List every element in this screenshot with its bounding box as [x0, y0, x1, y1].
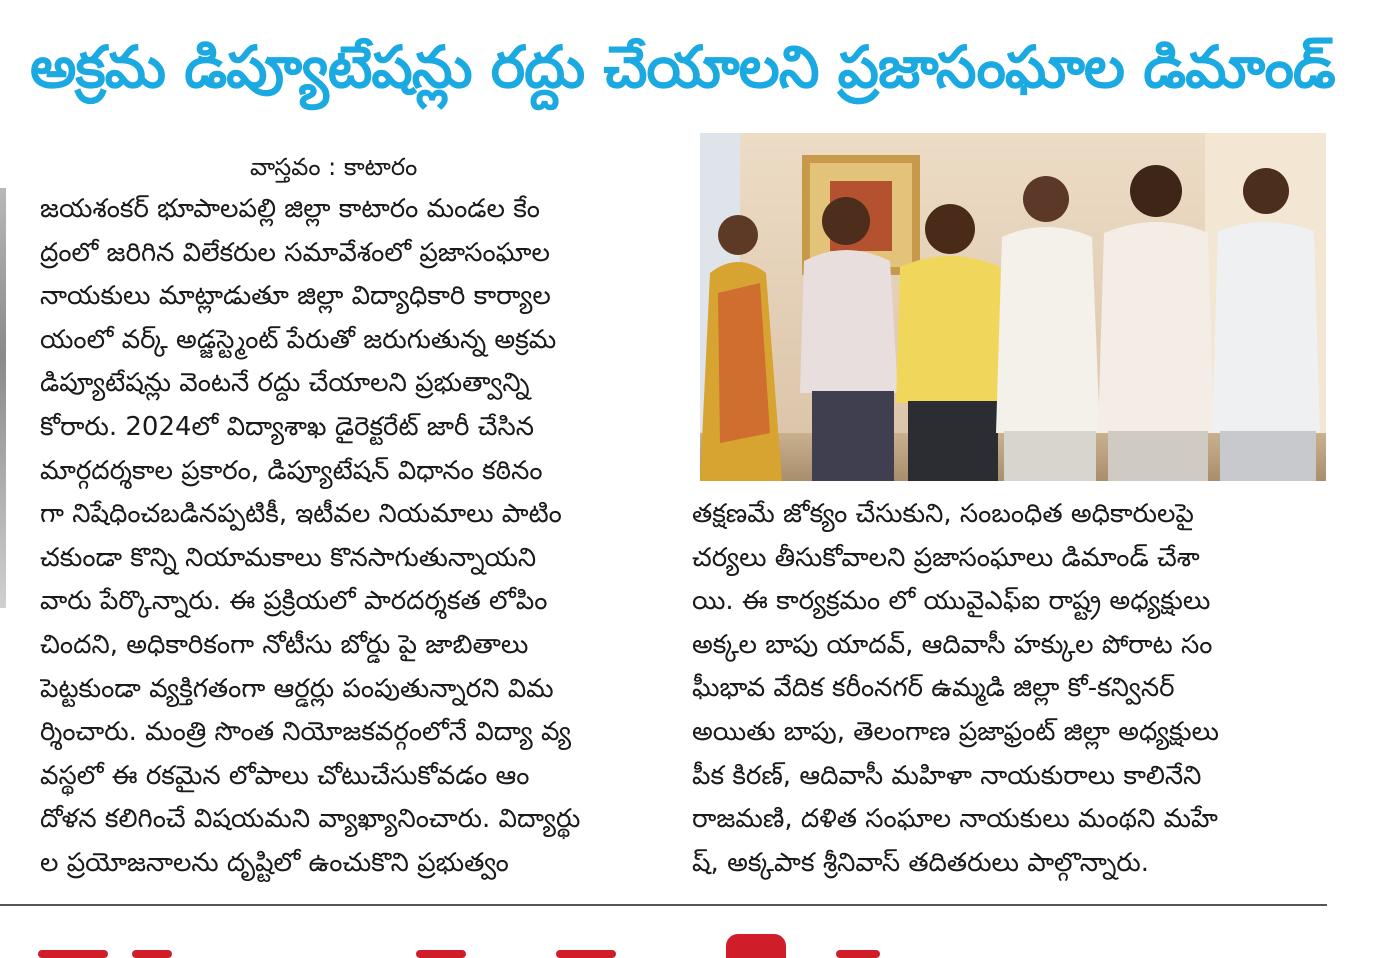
- body-line: దోళన కలిగించే విషయమని వ్యాఖ్యానించారు. విద్యార్థు: [40, 804, 581, 835]
- article-body-left-column: [40, 188, 660, 886]
- headline-fragment-stroke: [416, 950, 466, 958]
- body-line: చకుండా కొన్ని నియామకాలు కొనసాగుతున్నాయని: [40, 542, 537, 573]
- headline: అక్రమ డిప్యూటేషన్లు రద్దు చేయాలని ప్రజాసంఘాల డిమాండ్: [30, 33, 1335, 101]
- body-line: డిప్యూటేషన్లు వెంటనే రద్దు చేయాలని ప్రభుత్వాన్ని: [40, 368, 530, 399]
- body-line: జయశంకర్ భూపాలపల్లి జిల్లా కాటారం మండల కేం: [40, 194, 540, 224]
- body-line: ల ప్రయోజనాలను దృష్టిలో ఉంచుకొని ప్రభుత్వం: [40, 847, 509, 878]
- headline-fragment-stroke: [836, 950, 880, 958]
- body-line: వారు పేర్కొన్నారు. ఈ ప్రక్రియలో పారదర్శకత లోపిం: [40, 586, 548, 617]
- body-line: ద్రంలో జరిగిన విలేకరుల సమావేశంలో ప్రజాసంఘాల: [40, 237, 550, 268]
- body-line: నాయకులు మాట్లాడుతూ జిల్లా విద్యాధికారి కార్యాల: [40, 281, 551, 312]
- headline-fragment-stroke: [38, 950, 108, 958]
- group-photo-illustration: [700, 133, 1326, 481]
- section-divider: [0, 904, 1327, 906]
- body-line: చర్యలు తీసుకోవాలని ప్రజాసంఘాలు డిమాండ్ చేశా: [692, 542, 1200, 573]
- dateline: వాస్తవం : కాటారం: [250, 153, 418, 181]
- body-line: అక్కల బాపు యాదవ్, ఆదివాసీ హక్కుల పోరాట సం: [692, 629, 1213, 660]
- body-line: చిందని, అధికారికంగా నోటీసు బోర్డు పై జాబితాలు: [40, 629, 529, 660]
- body-line: ర్శించారు. మంత్రి సొంత నియోజకవర్గంలోనే విద్యా వ్య: [40, 717, 572, 748]
- body-line: యి. ఈ కార్యక్రమం లో యువైఎఫ్ఐ రాష్ట్ర అధ్యక్షులు: [692, 586, 1211, 617]
- article-body-right-column: [692, 493, 1322, 885]
- headline-fragment-stroke: [556, 950, 616, 958]
- body-line: మార్గదర్శకాల ప్రకారం, డిప్యూటేషన్ విధానం కఠినం: [40, 455, 543, 486]
- body-line: తక్షణమే జోక్యం చేసుకుని, సంబంధిత అధికారులపై: [692, 499, 1194, 529]
- body-line: కోరారు. 2024లో విద్యాశాఖ డైరెక్టరేట్ జారీ చేసిన: [40, 411, 534, 442]
- headline-fragment-stroke: [132, 950, 172, 958]
- body-line: యంలో వర్క్ అడ్జస్ట్మెంట్ పేరుతో జరుగుతున్న అక్రమ: [40, 324, 557, 355]
- body-line: ఘీభావ వేదిక కరీంనగర్ ఉమ్మడి జిల్లా కో-కన్వినర్: [692, 673, 1175, 704]
- body-line: రాజమణి, దళిత సంఘాల నాయకులు మంథని మహే: [692, 804, 1218, 835]
- next-article-headline-fragment: [36, 928, 1336, 958]
- body-line: వస్థలో ఈ రకమైన లోపాలు చోటుచేసుకోవడం ఆం: [40, 760, 530, 791]
- body-line: ష్, అక్కపాక శ్రీనివాస్ తదితరులు పాల్గొన్నారు.: [692, 847, 1150, 878]
- body-line: గా నిషేధించబడినప్పటికీ, ఇటీవల నియమాలు పాటిం: [40, 499, 562, 530]
- adjacent-page-edge: [0, 188, 6, 608]
- group-photo: [700, 133, 1326, 481]
- body-line: పెట్టకుండా వ్యక్తిగతంగా ఆర్డర్లు పంపుతున్నారని విమ: [40, 673, 554, 704]
- body-line: అయితు బాపు, తెలంగాణ ప్రజాఫ్రంట్ జిల్లా అధ్యక్షులు: [692, 716, 1220, 747]
- body-line: పీక కిరణ్, ఆదివాసీ మహిళా నాయకురాలు కాలినేని: [692, 760, 1202, 791]
- headline-fragment-stroke: [726, 934, 786, 958]
